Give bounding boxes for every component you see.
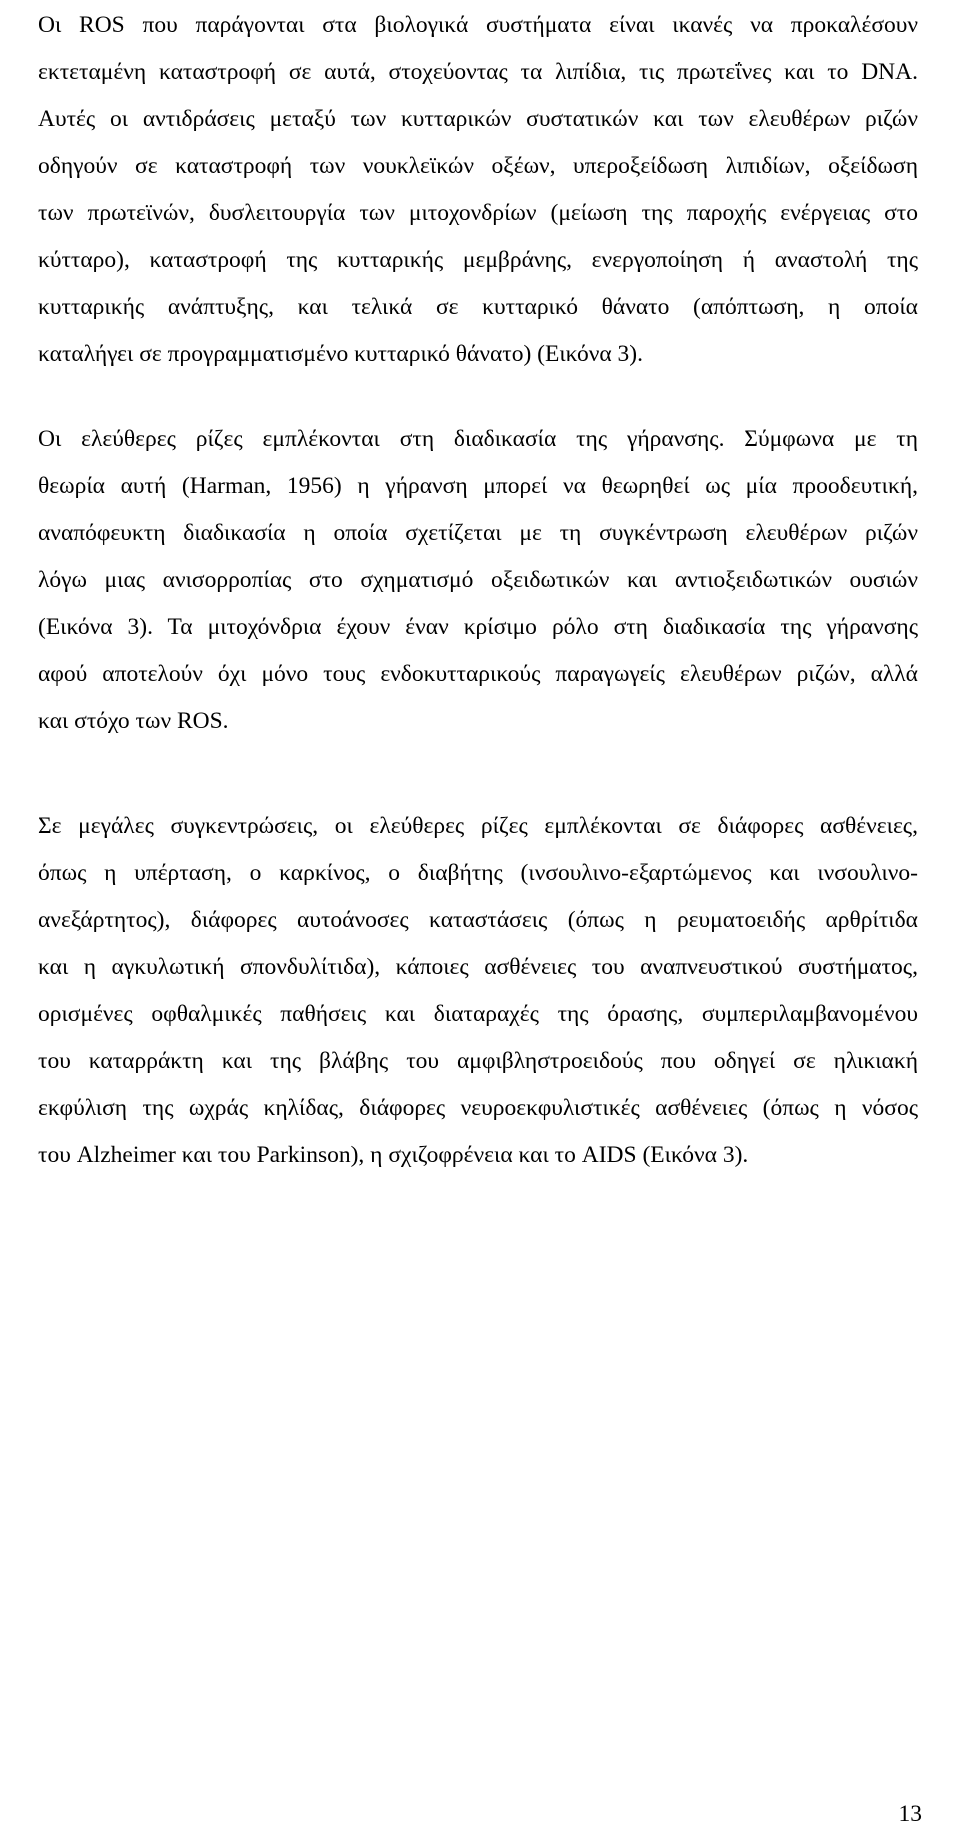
- text-line: και στόχο των ROS.: [38, 708, 229, 734]
- text-line: αναπόφευκτη διαδικασία η οποία σχετίζεται με τη συγκέντρωση ελευθέρων ριζών: [38, 520, 918, 546]
- text-line: θεωρία αυτή (Harman, 1956) η γήρανση μπορεί να θεωρηθεί ως μία προοδευτική,: [38, 473, 918, 499]
- text-line: εκφύλιση της ωχράς κηλίδας, διάφορες νευροεκφυλιστικές ασθένειες (όπως η νόσος: [38, 1095, 918, 1121]
- text-line: οδηγούν σε καταστροφή των νουκλεϊκών οξέων, υπεροξείδωση λιπιδίων, οξείδωση: [38, 153, 918, 179]
- text-line: Σε μεγάλες συγκεντρώσεις, οι ελεύθερες ρίζες εμπλέκονται σε διάφορες ασθένειες,: [38, 813, 918, 839]
- text-line: κυτταρικής ανάπτυξης, και τελικά σε κυτταρικό θάνατο (απόπτωση, η οποία: [38, 294, 918, 320]
- paragraph-aging: [38, 416, 918, 745]
- text-line: του Alzheimer και του Parkinson), η σχιζοφρένεια και το AIDS (Εικόνα 3).: [38, 1142, 749, 1168]
- text-line: Οι ελεύθερες ρίζες εμπλέκονται στη διαδικασία της γήρανσης. Σύμφωνα με τη: [38, 426, 918, 452]
- text-line: των πρωτεϊνών, δυσλειτουργία των μιτοχονδρίων (μείωση της παροχής ενέργειας στο: [38, 200, 918, 226]
- paragraph-diseases: [38, 803, 918, 1179]
- text-line: κύτταρο), καταστροφή της κυτταρικής μεμβράνης, ενεργοποίηση ή αναστολή της: [38, 247, 918, 273]
- text-line: όπως η υπέρταση, ο καρκίνος, ο διαβήτης (ινσουλινο-εξαρτώμενος και ινσουλινο-: [38, 860, 918, 886]
- text-line: λόγω μιας ανισορροπίας στο σχηματισμό οξειδωτικών και αντιοξειδωτικών ουσιών: [38, 567, 918, 593]
- text-line: Οι ROS που παράγονται στα βιολογικά συστήματα είναι ικανές να προκαλέσουν: [38, 12, 918, 38]
- text-line: ορισμένες οφθαλμικές παθήσεις και διαταραχές της όρασης, συμπεριλαμβανομένου: [38, 1001, 918, 1027]
- text-line: αφού αποτελούν όχι μόνο τους ενδοκυτταρικούς παραγωγείς ελευθέρων ριζών, αλλά: [38, 661, 918, 687]
- text-line: εκτεταμένη καταστροφή σε αυτά, στοχεύοντας τα λιπίδια, τις πρωτεΐνες και το DNA.: [38, 59, 918, 85]
- text-line: καταλήγει σε προγραμματισμένο κυτταρικό θάνατο) (Εικόνα 3).: [38, 341, 643, 367]
- text-line: (Εικόνα 3). Τα μιτοχόνδρια έχουν έναν κρίσιμο ρόλο στη διαδικασία της γήρανσης: [38, 614, 918, 640]
- text-line: ανεξάρτητος), διάφορες αυτοάνοσες καταστάσεις (όπως η ρευματοειδής αρθρίτιδα: [38, 907, 918, 933]
- paragraph-ros-damage: [38, 2, 918, 378]
- text-line: του καταρράκτη και της βλάβης του αμφιβληστροειδούς που οδηγεί σε ηλικιακή: [38, 1048, 918, 1074]
- page-number: 13: [898, 1801, 922, 1827]
- text-line: Αυτές οι αντιδράσεις μεταξύ των κυτταρικών συστατικών και των ελευθέρων ριζών: [38, 106, 918, 132]
- text-line: και η αγκυλωτική σπονδυλίτιδα), κάποιες ασθένειες του αναπνευστικού συστήματος,: [38, 954, 918, 980]
